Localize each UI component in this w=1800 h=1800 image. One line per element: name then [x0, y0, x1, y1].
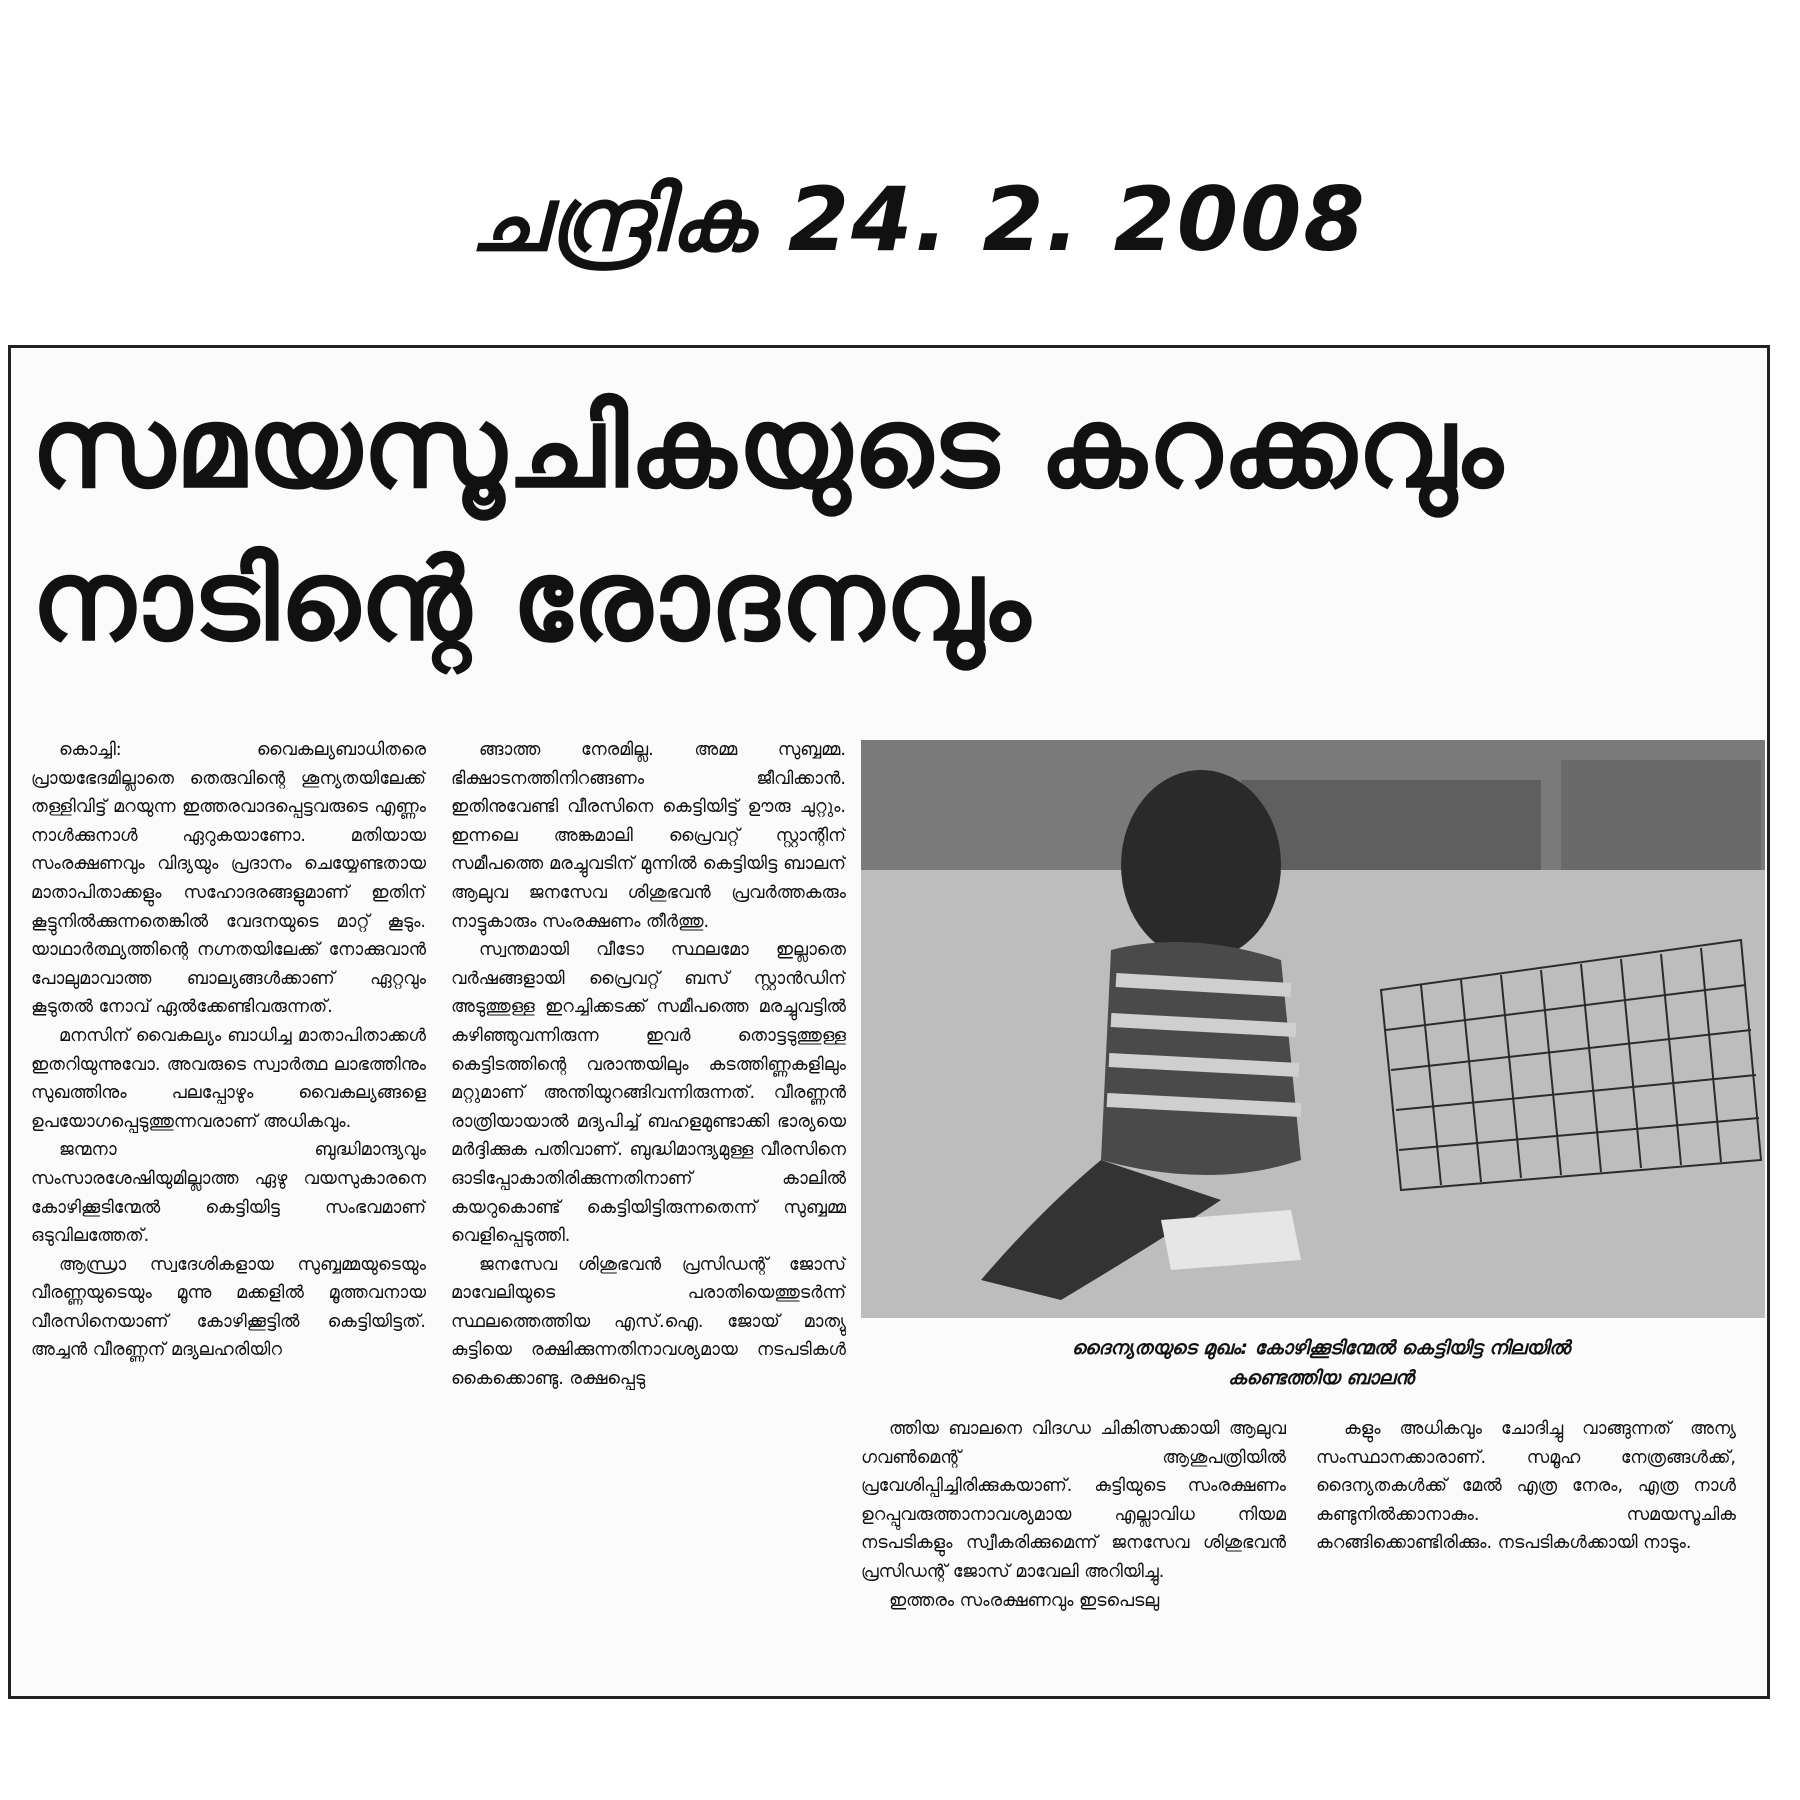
- paragraph: ആന്ധ്രാ സ്വദേശികളായ സുബ്ബമ്മയുടെയും വീരണ്ണയുടെയും മൂന്നു മക്കളിൽ മൂത്തവനായ വീരസിനെയാണ് കോഴിക്കൂട്ടിൽ കെട്ടിയിട്ടത്. അച്ചൻ വീരണ്ണന് മദ്യലഹരിയിറ: [31, 1254, 426, 1361]
- photo-boy-beside-cage-icon: [861, 740, 1765, 1318]
- article-column-1: [31, 736, 426, 1666]
- article-column-3: [861, 1415, 1286, 1685]
- newspaper-article: [8, 345, 1770, 1699]
- paragraph: ഇത്തരം സംരക്ഷണവും ഇടപെടലു: [889, 1590, 1160, 1611]
- masthead-newspaper-date: ചന്ദ്രിക 24. 2. 2008: [470, 168, 1367, 271]
- paragraph: ജനസേവ ശിശുഭവൻ പ്രസിഡന്റ് ജോസ് മാവേലിയുടെ പരാതിയെത്തുടർന്ന് സ്ഥലത്തെത്തിയ എസ്.ഐ. ജോയ് മാത്യു കുട്ടിയെ രക്ഷിക്കുന്നതിനാവശ്യമായ നടപടികൾ കൈക്കൊണ്ടു. രക്ഷപ്പെടു: [451, 1254, 846, 1390]
- paragraph: കളും അധികവും ചോദിച്ചു വാങ്ങുന്നത് അന്യ സംസ്ഥാനക്കാരാണ്. സമൂഹ നേത്രങ്ങൾക്ക്, ദൈന്യതകൾക്ക് മേൽ എത്ര നേരം, എത്ര നാൾ കണ്ടുനിൽക്കാനാകും. സമയസൂചിക കറങ്ങിക്കൊണ്ടിരിക്കും. നടപടികൾക്കായി നാടും.: [1316, 1419, 1736, 1554]
- headline-line-1: സമയസൂചികയുടെ കറക്കവും: [31, 383, 1504, 513]
- paragraph: ജന്മനാ ബുദ്ധിമാന്ദ്യവും സംസാരശേഷിയുമില്ലാത്ത ഏഴു വയസുകാരനെ കോഴിക്കൂടിന്മേൽ കെട്ടിയിട്ട സംഭവമാണ് ഒടുവിലത്തേത്.: [31, 1140, 426, 1247]
- paragraph: സ്വന്തമായി വീടോ സ്ഥലമോ ഇല്ലാതെ വർഷങ്ങളായി പ്രൈവറ്റ് ബസ് സ്റ്റാൻഡിന് അടുത്തുള്ള ഇറച്ചിക്കടക്ക് സമീപത്തെ മരച്ചുവട്ടിൽ കഴിഞ്ഞുവന്നിരുന്ന ഇവർ തൊട്ടടുത്തുള്ള കെട്ടിടത്തിന്റെ വരാന്തയിലും കടത്തിണ്ണകളിലും മറ്റുമാണ് അന്തിയുറങ്ങിവന്നിരുന്നത്. വീരണ്ണൻ രാത്രിയായാൽ മദ്യപിച്ച് ബഹളമുണ്ടാക്കി ഭാര്യയെ മർദ്ദിക്കുക പതിവാണ്. ബുദ്ധിമാന്ദ്യമുള്ള വീരസിനെ ഓടിപ്പോകാതിരിക്കുന്നതിനാണ് കാലിൽ കയറുകൊണ്ട് കെട്ടിയിട്ടിരുന്നതെന്ന് സുബ്ബമ്മ വെളിപ്പെടുത്തി.: [451, 940, 846, 1247]
- paragraph: കൊച്ചി: വൈകല്യബാധിതരെ പ്രായഭേദമില്ലാതെ തെരുവിന്റെ ശൂന്യതയിലേക്ക് തള്ളിവിട്ട് മറയുന്ന ഇത്തരവാദപ്പെട്ടവരുടെ എണ്ണം നാൾക്കുനാൾ ഏറുകയാണോ. മതിയായ സംരക്ഷണവും വിദ്യയും പ്രദാനം ചെയ്യേണ്ടതായ മാതാപിതാക്കളും സഹോദരങ്ങളുമാണ് ഇതിന് കൂട്ടുനിൽക്കുന്നതെങ്കിൽ വേദനയുടെ മാറ്റ് കൂടും. യാഥാർത്ഥ്യത്തിന്റെ നഗ്നതയിലേക്ക് നോക്കുവാൻ പോലുമാവാത്ത ബാല്യങ്ങൾക്കാണ് ഏറ്റവും കൂടുതൽ നോവ് ഏൽക്കേണ്ടിവരുന്നത്.: [31, 740, 426, 1018]
- paragraph: ത്തിയ ബാലനെ വിദഗ്ധ ചികിത്സക്കായി ആലുവ ഗവൺമെന്റ് ആശുപത്രിയിൽ പ്രവേശിപ്പിച്ചിരിക്കുകയാണ്. കുട്ടിയുടെ സംരക്ഷണം ഉറപ്പുവരുത്താനാവശ്യമായ എല്ലാവിധ നിയമ നടപടികളും സ്വീകരിക്കുമെന്ന് ജനസേവ ശിശുഭവൻ പ്രസിഡന്റ് ജോസ് മാവേലി അറിയിച്ചു.: [861, 1419, 1286, 1582]
- headline-line-2: നാടിന്റെ രോദനവും: [31, 536, 1031, 666]
- news-photo: [861, 740, 1765, 1318]
- article-column-4: [1316, 1415, 1736, 1615]
- caption-line-2: കണ്ടെത്തിയ ബാലൻ: [1228, 1367, 1414, 1389]
- paragraph: ങ്ങാത്ത നേരമില്ല. അമ്മ സുബ്ബമ്മ. ഭിക്ഷാടനത്തിനിറങ്ങണം ജീവിക്കാൻ. ഇതിനുവേണ്ടി വീരസിനെ കെട്ടിയിട്ട് ഊരു ചുറ്റും. ഇന്നലെ അങ്കമാലി പ്രൈവറ്റ് സ്റ്റാന്റിന് സമീപത്തെ മരച്ചുവടിന് മുന്നിൽ കെട്ടിയിട്ട ബാലന് ആലുവ ജനസേവ ശിശുഭവൻ പ്രവർത്തകരും നാട്ടുകാരും സംരക്ഷണം തീർത്തു.: [451, 740, 846, 932]
- paragraph: മനസിന് വൈകല്യം ബാധിച്ച മാതാപിതാക്കൾ ഇതറിയുന്നുവോ. അവരുടെ സ്വാർത്ഥ ലാഭത്തിനും സുഖത്തിനും പലപ്പോഴും വൈകല്യങ്ങളെ ഉപയോഗപ്പെടുത്തുന്നവരാണ് അധികവും.: [31, 1025, 426, 1132]
- caption-line-1: ദൈന്യതയുടെ മുഖം: കോഴിക്കൂടിന്മേൽ കെട്ടിയിട്ട നിലയിൽ: [1071, 1337, 1571, 1359]
- photo-caption: [881, 1333, 1761, 1393]
- article-column-2: [451, 736, 846, 1666]
